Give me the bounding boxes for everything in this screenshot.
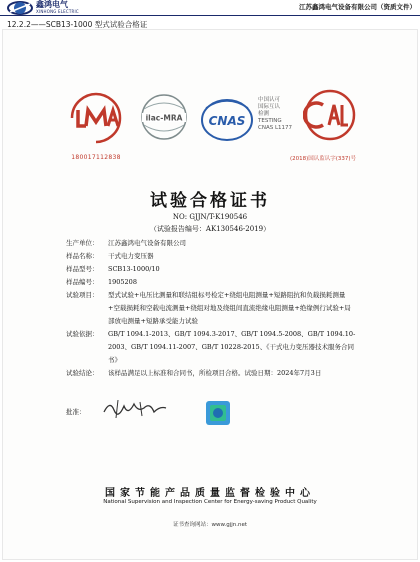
cal-logo-icon [303,85,357,149]
field-value: 该样品满足以上标准和合同书，所检项目合格。试验日期：2024年7月3日 [108,369,322,377]
hologram-seal-icon [205,400,231,426]
cnas-line: CNAS L1177 [258,125,293,131]
cnas-accreditation-text [258,97,292,132]
brand-name-en: XINHONG ELECTRIC [36,9,79,14]
cal-caption: (2018)国认监认字(337)号 [290,156,357,162]
field-row [66,367,356,380]
field-row [66,328,356,367]
cnas-logo-text: CNAS [208,114,246,128]
ilac-logo-text: ilac-MRA [145,113,183,123]
certificate-title: 试验合格证书 [150,191,270,211]
field-value: 干式电力变压器 [108,252,154,260]
field-label: 样品名称： [66,252,99,260]
field-label: 样品编号： [66,278,99,286]
field-value: 1905208 [108,278,137,286]
cma-logo-icon [66,88,126,148]
field-label: 样品型号： [66,265,99,273]
issuer-name-cn: 国家节能产品质量监督检验中心 [105,488,315,499]
cnas-line: 国际互认 [258,104,281,110]
cnas-line: TESTING [258,118,282,124]
field-value: 江苏鑫鸿电气设备有限公司 [108,239,186,247]
document-header [0,0,420,16]
verify-website: 证书查询网站：www.gjjn.net [172,522,248,528]
field-row [66,250,356,263]
field-value: 型式试验+电压比测量和联结组标号检定+绕组电阻测量+短路阻抗和负载损耗测量+空载损耗和空载电流测量+绕组对地及绕组间直流绝缘电阻测量+绝缘例行试验+局部放电测量+短路承受能力试验 [108,291,351,325]
signature-icon [100,396,170,420]
certificate-fields [66,237,356,380]
field-value: SCB13-1000/10 [108,265,160,273]
approver-label: 批准： [66,408,86,416]
cnas-line: 中国认可 [258,97,281,103]
company-logo [6,0,126,16]
cma-number: 180017112838 [71,154,121,161]
issuer-name-en: National Supervision and Inspection Center for Energy-saving Product Quality [103,499,317,505]
cnas-logo-icon [200,96,254,144]
section-title: 12.2.2——SCB13-1000 型式试验合格证 [7,20,148,29]
company-logo-icon [6,0,34,16]
report-number: （试验报告编号：AK130546-2019） [149,225,271,233]
field-label: 试验项目： [66,291,99,299]
ilac-mra-logo-icon [138,89,190,151]
brand-name-cn: 鑫鸿电气 [36,0,68,9]
field-label: 试验依据： [66,330,99,338]
header-company-name: 江苏鑫鸿电气设备有限公司（资质文件） [299,3,416,11]
field-row [66,276,356,289]
field-label: 生产单位： [66,239,99,247]
field-row [66,289,356,328]
certificate-number: NO: GJJN/T-K190546 [172,213,248,221]
field-row [66,263,356,276]
field-label: 试验结论： [66,369,99,377]
field-row [66,237,356,250]
field-value: GB/T 1094.1-2013、GB/T 1094.3-2017、GB/T 1094.5-2008、GB/T 1094.10-2003、GB/T 1094.11-2007、GB/T 10228-2015、《干式电力变压器技术服务合同书》 [108,330,356,364]
cnas-line: 检测 [258,111,270,117]
